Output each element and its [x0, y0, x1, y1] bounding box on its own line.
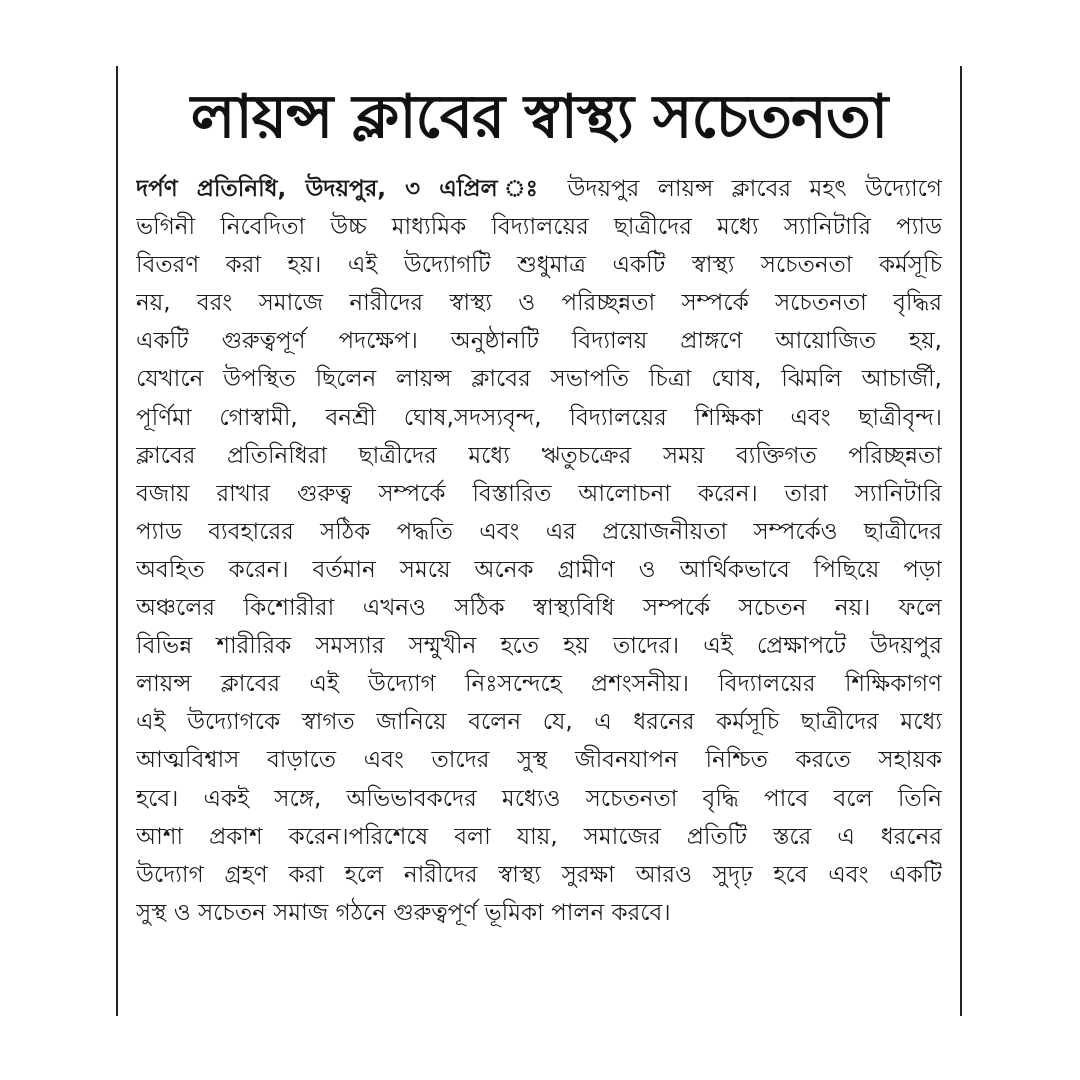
- article-body: [136, 170, 942, 932]
- left-column-rule: [116, 66, 118, 1016]
- article-line: নয়, বরং সমাজে নারীদের স্বাস্থ্য ও পরিচ্ছন্নতা সম্পর্কে সচেতনতা বৃদ্ধির: [136, 290, 942, 317]
- right-column-rule: [960, 66, 962, 1016]
- article-line: একটি গুরুত্বপূর্ণ পদক্ষেপ। অনুষ্ঠানটি বিদ্যালয় প্রাঙ্গণে আয়োজিত হয়,: [136, 328, 942, 355]
- article-line: ভগিনী নিবেদিতা উচ্চ মাধ্যমিক বিদ্যালয়ের ছাত্রীদের মধ্যে স্যানিটারি প্যাড: [136, 214, 942, 241]
- article-line: বিভিন্ন শারীরিক সমস্যার সম্মুখীন হতে হয় তাদের। এই প্রেক্ষাপটে উদয়পুর: [136, 633, 942, 660]
- article-line: বিতরণ করা হয়। এই উদ্যোগটি শুধুমাত্র একটি স্বাস্থ্য সচেতনতা কর্মসূচি: [136, 252, 942, 279]
- article-headline: লায়ন্স ক্লাবের স্বাস্থ্য সচেতনতা: [190, 82, 888, 152]
- article-line: আশা প্রকাশ করেন।পরিশেষে বলা যায়, সমাজের প্রতিটি স্তরে এ ধরনের: [136, 823, 942, 850]
- article-line: অবহিত করেন। বর্তমান সময়ে অনেক গ্রামীণ ও আর্থিকভাবে পিছিয়ে পড়া: [136, 556, 942, 583]
- article-line: অঞ্চলের কিশোরীরা এখনও সঠিক স্বাস্থ্যবিধি সম্পর্কে সচেতন নয়। ফলে: [136, 595, 942, 622]
- article-line: যেখানে উপস্থিত ছিলেন লায়ন্স ক্লাবের সভাপতি চিত্রা ঘোষ, ঝিমলি আচার্জী,: [136, 366, 942, 393]
- article-dateline: দর্পণ প্রতিনিধি, উদয়পুর, ৩ এপ্রিল ঃ: [136, 176, 549, 202]
- article-line: হবে। একই সঙ্গে, অভিভাবকদের মধ্যেও সচেতনতা বৃদ্ধি পাবে বলে তিনি: [136, 785, 942, 812]
- article-line: সুস্থ ও সচেতন সমাজ গঠনে গুরুত্বপূর্ণ ভূমিকা পালন করবে।: [136, 899, 671, 926]
- article-line: লায়ন্স ক্লাবের এই উদ্যোগ নিঃসন্দেহে প্রশংসনীয়। বিদ্যালয়ের শিক্ষিকাগণ: [136, 671, 942, 698]
- article-line: [136, 170, 942, 208]
- article-line: উদ্যোগ গ্রহণ করা হলে নারীদের স্বাস্থ্য সুরক্ষা আরও সুদৃঢ় হবে এবং একটি: [136, 861, 942, 888]
- article-line: বজায় রাখার গুরুত্ব সম্পর্কে বিস্তারিত আলোচনা করেন। তারা স্যানিটারি: [136, 480, 942, 507]
- article-line-text: উদয়পুর লায়ন্স ক্লাবের মহৎ উদ্যোগে: [567, 176, 942, 202]
- article-line: আত্মবিশ্বাস বাড়াতে এবং তাদের সুস্থ জীবনযাপন নিশ্চিত করতে সহায়ক: [136, 747, 942, 774]
- article-line: ক্লাবের প্রতিনিধিরা ছাত্রীদের মধ্যে ঋতুচক্রের সময় ব্যক্তিগত পরিচ্ছন্নতা: [136, 442, 942, 469]
- article-line: প্যাড ব্যবহারের সঠিক পদ্ধতি এবং এর প্রয়োজনীয়তা সম্পর্কেও ছাত্রীদের: [136, 518, 942, 545]
- article-line: এই উদ্যোগকে স্বাগত জানিয়ে বলেন যে, এ ধরনের কর্মসূচি ছাত্রীদের মধ্যে: [136, 709, 942, 736]
- article-line: পূর্ণিমা গোস্বামী, বনশ্রী ঘোষ,সদস্যবৃন্দ, বিদ্যালয়ের শিক্ষিকা এবং ছাত্রীবৃন্দ।: [136, 404, 942, 431]
